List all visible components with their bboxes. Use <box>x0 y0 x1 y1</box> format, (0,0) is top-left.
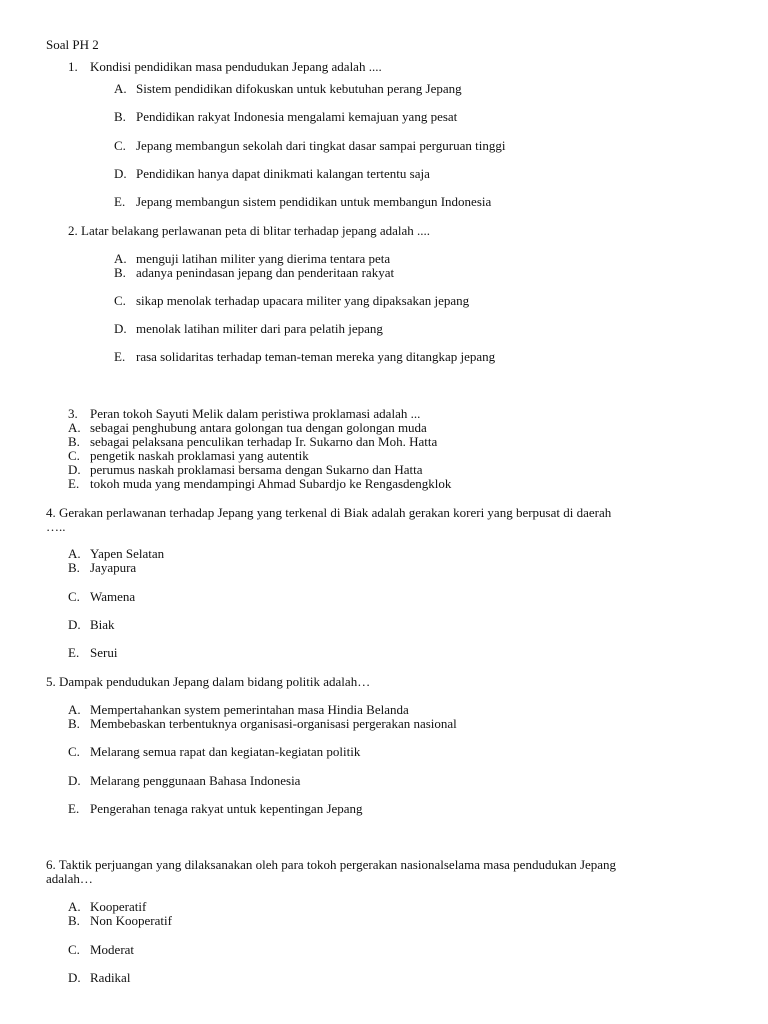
option-letter: D. <box>68 773 81 788</box>
option-letter: C. <box>114 138 126 153</box>
option-text: Yapen Selatan <box>90 546 165 561</box>
option-text: Membebaskan terbentuknya organisasi-organisasi pergerakan nasional <box>90 716 457 731</box>
option-text: menguji latihan militer yang dierima tentara peta <box>136 251 391 266</box>
option-text: Serui <box>90 645 118 660</box>
option-letter: B. <box>68 913 80 928</box>
option-5d <box>68 773 301 788</box>
option-text: sebagai penghubung antara golongan tua dengan golongan muda <box>90 420 427 435</box>
option-letter: C. <box>68 942 80 957</box>
option-3c <box>68 448 309 463</box>
option-text: Jayapura <box>90 560 137 575</box>
option-text: sikap menolak terhadap upacara militer yang dipaksakan jepang <box>136 293 470 308</box>
option-text: Non Kooperatif <box>90 913 172 928</box>
question-number: 3. <box>68 406 78 421</box>
question-2: 2. Latar belakang perlawanan peta di blitar terhadap jepang adalah .... <box>68 223 431 238</box>
option-6a <box>68 899 147 914</box>
document-title: Soal PH 2 <box>46 37 99 52</box>
option-text: Jepang membangun sekolah dari tingkat dasar sampai perguruan tinggi <box>136 138 506 153</box>
option-2c <box>114 293 470 308</box>
option-text: tokoh muda yang mendampingi Ahmad Subardjo ke Rengasdengklok <box>90 476 452 491</box>
option-5e <box>68 801 363 816</box>
option-text: Biak <box>90 617 115 632</box>
option-5c <box>68 744 361 759</box>
option-5a <box>68 702 409 717</box>
option-letter: A. <box>114 251 127 266</box>
option-text: Jepang membangun sistem pendidikan untuk membangun Indonesia <box>136 194 492 209</box>
option-letter: B. <box>68 716 80 731</box>
option-2e <box>114 349 496 364</box>
option-letter: D. <box>114 166 127 181</box>
option-text: Sistem pendidikan difokuskan untuk kebutuhan perang Jepang <box>136 81 462 96</box>
option-4b <box>68 560 137 575</box>
option-text: Moderat <box>90 942 135 957</box>
question-6-continuation: adalah… <box>46 871 93 886</box>
question-6: 6. Taktik perjuangan yang dilaksanakan oleh para tokoh pergerakan nasionalselama masa pendudukan Jepang <box>46 857 617 872</box>
option-letter: A. <box>114 81 127 96</box>
option-letter: B. <box>68 434 80 449</box>
option-letter: E. <box>68 801 80 816</box>
option-letter: A. <box>68 899 81 914</box>
question-text: Peran tokoh Sayuti Melik dalam peristiwa proklamasi adalah ... <box>90 406 421 421</box>
option-text: Wamena <box>90 589 136 604</box>
option-3e <box>68 476 452 491</box>
option-letter: D. <box>68 462 81 477</box>
question-text: Kondisi pendidikan masa pendudukan Jepang adalah .... <box>90 59 382 74</box>
option-text: perumus naskah proklamasi bersama dengan Sukarno dan Hatta <box>90 462 423 477</box>
option-text: Pendidikan rakyat Indonesia mengalami kemajuan yang pesat <box>136 109 458 124</box>
option-letter: C. <box>68 448 80 463</box>
option-letter: C. <box>114 293 126 308</box>
option-3a <box>68 420 427 435</box>
question-4: 4. Gerakan perlawanan terhadap Jepang yang terkenal di Biak adalah gerakan koreri yang berpusat di daerah <box>46 505 612 520</box>
option-letter: D. <box>68 617 81 632</box>
option-1c <box>114 138 506 153</box>
option-text: adanya penindasan jepang dan penderitaan rakyat <box>136 265 395 280</box>
option-letter: E. <box>114 194 126 209</box>
option-letter: B. <box>114 109 126 124</box>
option-4c <box>68 589 136 604</box>
option-text: rasa solidaritas terhadap teman-teman mereka yang ditangkap jepang <box>136 349 496 364</box>
option-1a <box>114 81 462 96</box>
option-text: menolak latihan militer dari para pelatih jepang <box>136 321 383 336</box>
option-letter: D. <box>114 321 127 336</box>
question-5: 5. Dampak pendudukan Jepang dalam bidang politik adalah… <box>46 674 371 689</box>
option-letter: A. <box>68 702 81 717</box>
question-1 <box>68 59 382 74</box>
option-1b <box>114 109 458 124</box>
option-text: Radikal <box>90 970 131 985</box>
option-letter: A. <box>68 546 81 561</box>
option-4e <box>68 645 118 660</box>
option-letter: C. <box>68 744 80 759</box>
option-letter: B. <box>68 560 80 575</box>
option-6d <box>68 970 131 985</box>
option-2b <box>114 265 395 280</box>
question-3 <box>68 406 421 421</box>
option-2d <box>114 321 383 336</box>
option-text: Mempertahankan system pemerintahan masa Hindia Belanda <box>90 702 409 717</box>
option-1e <box>114 194 492 209</box>
option-text: Melarang penggunaan Bahasa Indonesia <box>90 773 301 788</box>
question-4-continuation: ….. <box>46 519 66 534</box>
option-text: sebagai pelaksana penculikan terhadap Ir. Sukarno dan Moh. Hatta <box>90 434 438 449</box>
option-text: Pengerahan tenaga rakyat untuk kepentingan Jepang <box>90 801 363 816</box>
option-letter: E. <box>68 645 80 660</box>
question-number: 1. <box>68 59 78 74</box>
option-text: Melarang semua rapat dan kegiatan-kegiatan politik <box>90 744 361 759</box>
option-text: Kooperatif <box>90 899 147 914</box>
option-letter: E. <box>68 476 80 491</box>
option-1d <box>114 166 430 181</box>
option-letter: E. <box>114 349 126 364</box>
option-5b <box>68 716 457 731</box>
option-3d <box>68 462 423 477</box>
option-text: Pendidikan hanya dapat dinikmati kalangan tertentu saja <box>136 166 430 181</box>
option-4a <box>68 546 165 561</box>
option-2a <box>114 251 391 266</box>
option-3b <box>68 434 438 449</box>
option-4d <box>68 617 115 632</box>
option-letter: A. <box>68 420 81 435</box>
option-letter: B. <box>114 265 126 280</box>
option-6b <box>68 913 172 928</box>
option-6c <box>68 942 135 957</box>
option-letter: C. <box>68 589 80 604</box>
option-text: pengetik naskah proklamasi yang autentik <box>90 448 309 463</box>
option-letter: D. <box>68 970 81 985</box>
